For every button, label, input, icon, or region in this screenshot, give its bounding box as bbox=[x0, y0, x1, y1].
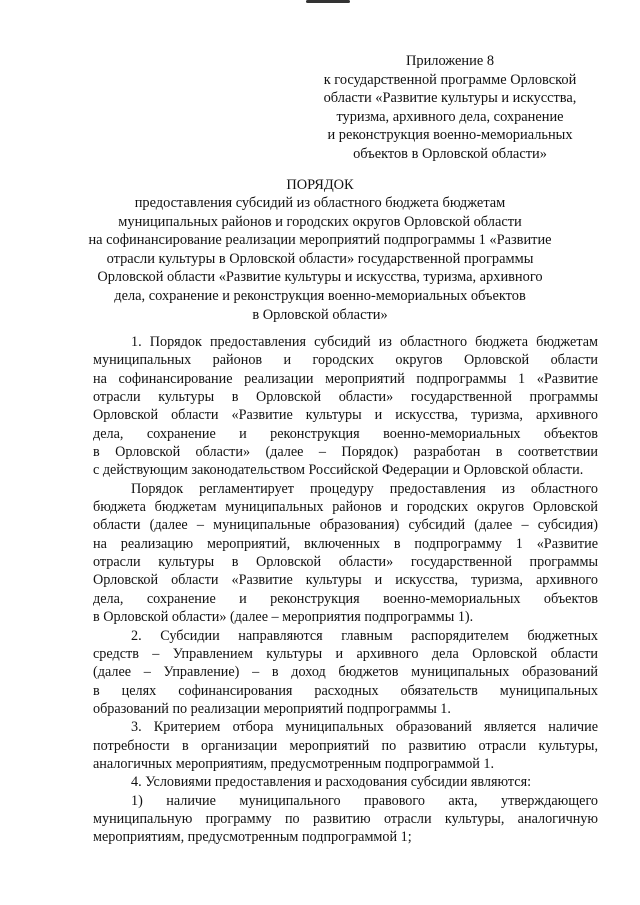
appendix-line: Приложение 8 bbox=[405, 53, 495, 69]
document-title: ПОРЯДОК bbox=[286, 177, 354, 193]
subtitle-line: дела, сохранение и реконструкция военно-мемориальных объектов bbox=[114, 287, 526, 304]
body-line: дела, сохранение и реконструкция военно-мемориальных объектов bbox=[93, 590, 598, 607]
appendix-line: области «Развитие культуры и искусства, bbox=[323, 90, 577, 107]
body-line: муниципальную программу по развитию отрасли культуры, аналогичную bbox=[93, 810, 598, 827]
appendix-line: к государственной программе Орловской bbox=[323, 71, 577, 88]
subtitle-line: в Орловской области» bbox=[252, 306, 388, 323]
body-line: средств – Управлением культуры и архивного дела Орловской области bbox=[93, 645, 598, 662]
body-line: с действующим законодательством Российской Федерации и Орловской области. bbox=[93, 462, 584, 479]
body-line: отрасли культуры в Орловской области» государственной программы bbox=[93, 554, 598, 571]
body-line: 4. Условиями предоставления и расходования субсидии являются: bbox=[131, 774, 532, 791]
appendix-line: туризма, архивного дела, сохранение bbox=[336, 108, 564, 125]
body-line: в целях софинансирования расходных обязательств муниципальных bbox=[93, 682, 598, 699]
body-line: в Орловской области» (далее – Порядок) разработан в соответствии bbox=[93, 444, 598, 461]
body-line: области (далее – муниципальные образования) субсидий (далее – субсидия) bbox=[93, 517, 598, 534]
appendix-line: и реконструкция военно-мемориальных bbox=[327, 127, 573, 144]
body-line: на софинансирование реализации мероприятий подпрограммы 1 «Развитие bbox=[93, 370, 598, 387]
body-line: Орловской области «Развитие культуры и искусства, туризма, архивного bbox=[93, 407, 598, 424]
body-line: отрасли культуры в Орловской области» государственной программы bbox=[93, 389, 598, 406]
document-subtitle bbox=[60, 194, 580, 324]
body-line: на реализацию мероприятий, включенных в подпрограмму 1 «Развитие bbox=[93, 535, 598, 552]
body-line: аналогичных мероприятиям, предусмотренным подпрограммой 1. bbox=[93, 755, 495, 772]
body-line: Порядок регламентирует процедуру предоставления из областного bbox=[131, 480, 598, 497]
body-line: 2. Субсидии направляются главным распорядителем бюджетных bbox=[131, 627, 598, 644]
body-line: в Орловской области» (далее – мероприятия подпрограммы 1). bbox=[93, 609, 474, 626]
appendix-line: объектов в Орловской области» bbox=[353, 145, 547, 162]
body-line: образований по реализации мероприятий подпрограммы 1. bbox=[93, 700, 451, 717]
body-line: мероприятиям, предусмотренным подпрограммой 1; bbox=[93, 829, 412, 846]
subtitle-line: муниципальных районов и городских округов Орловской области bbox=[118, 213, 522, 230]
body-line: бюджета бюджетам муниципальных районов и городских округов Орловской bbox=[93, 499, 598, 516]
subtitle-line: отрасли культуры в Орловской области» государственной программы bbox=[106, 250, 534, 267]
scan-mark bbox=[306, 0, 350, 3]
body-line: дела, сохранение и реконструкция военно-мемориальных объектов bbox=[93, 425, 598, 442]
body-line: потребности в организации мероприятий по развитию отрасли культуры, bbox=[93, 737, 598, 754]
body-line: 1. Порядок предоставления субсидий из областного бюджета бюджетам bbox=[131, 334, 598, 350]
body-line: муниципальных районов и городских округов Орловской области bbox=[93, 352, 598, 369]
body-line: Орловской области «Развитие культуры и искусства, туризма, архивного bbox=[93, 572, 598, 589]
document-body bbox=[93, 333, 598, 847]
subtitle-line: предоставления субсидий из областного бюджета бюджетам bbox=[134, 195, 506, 211]
subtitle-line: на софинансирование реализации мероприятий подпрограммы 1 «Развитие bbox=[88, 232, 552, 249]
body-line: 1) наличие муниципального правового акта, утверждающего bbox=[131, 792, 598, 809]
body-line: (далее – Управление) – в доход бюджетов муниципальных образований bbox=[93, 664, 598, 681]
appendix-header bbox=[300, 52, 600, 164]
body-line: 3. Критерием отбора муниципальных образований является наличие bbox=[131, 719, 598, 736]
subtitle-line: Орловской области «Развитие культуры и искусства, туризма, архивного bbox=[97, 269, 543, 286]
